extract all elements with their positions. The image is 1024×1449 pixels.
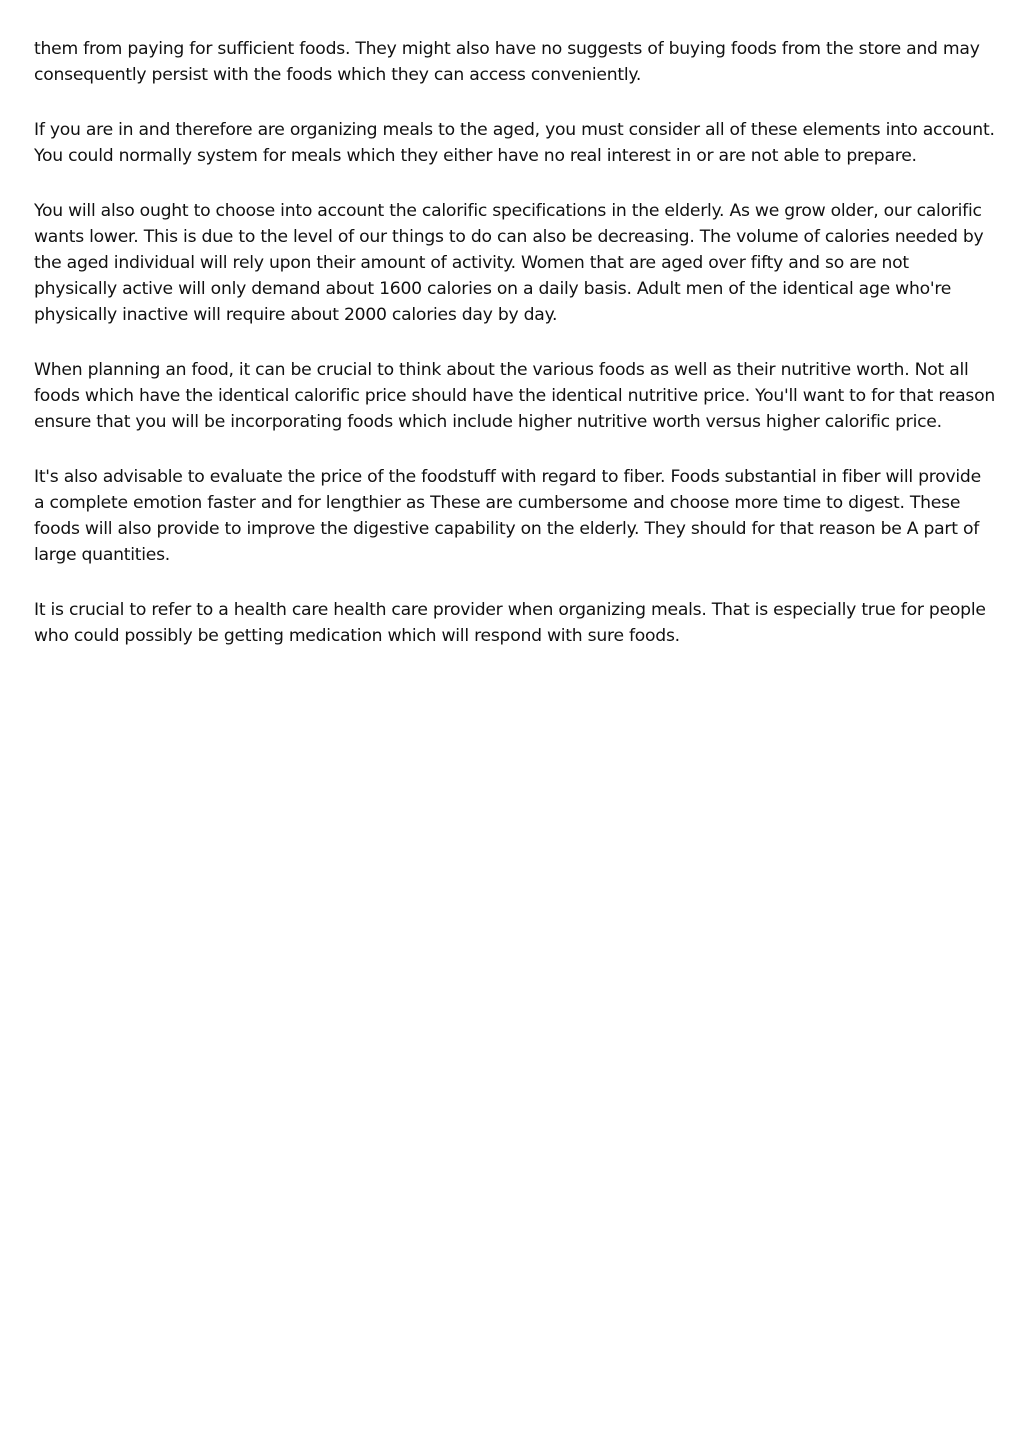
paragraph-6: It is crucial to refer to a health care health care provider when organizing meals. That is especially true for people who could possibly be getting medication which will respond with sure foods.	[34, 600, 986, 646]
document-page	[34, 36, 996, 649]
paragraph-4: When planning an food, it can be crucial to think about the various foods as well as their nutritive worth. Not all foods which have the identical calorific price should have the identical nutritive price. You'll want to for that reason ensure that you will be incorporating foods which include higher nutritive worth versus higher calorific price.	[34, 360, 996, 432]
paragraph-2: If you are in and therefore are organizing meals to the aged, you must consider all of these elements into account. You could normally system for meals which they either have no real interest in or are not able to prepare.	[34, 120, 995, 166]
paragraph-3: You will also ought to choose into account the calorific specifications in the elderly. As we grow older, our calorific wants lower. This is due to the level of our things to do can also be decreasing. The volume of calories needed by the aged individual will rely upon their amount of activity. Women that are aged over fifty and so are not physically active will only demand about 1600 calories on a daily basis. Adult men of the identical age who're physically inactive will require about 2000 calories day by day.	[34, 201, 984, 325]
paragraph-1: them from paying for sufficient foods. They might also have no suggests of buying foods from the store and may consequently persist with the foods which they can access conveniently.	[34, 39, 980, 85]
paragraph-5: It's also advisable to evaluate the price of the foodstuff with regard to fiber. Foods substantial in fiber will provide a complete emotion faster and for lengthier as These are cumbersome and choose more time to digest. These foods will also provide to improve the digestive capability on the elderly. They should for that reason be A part of large quantities.	[34, 467, 981, 565]
